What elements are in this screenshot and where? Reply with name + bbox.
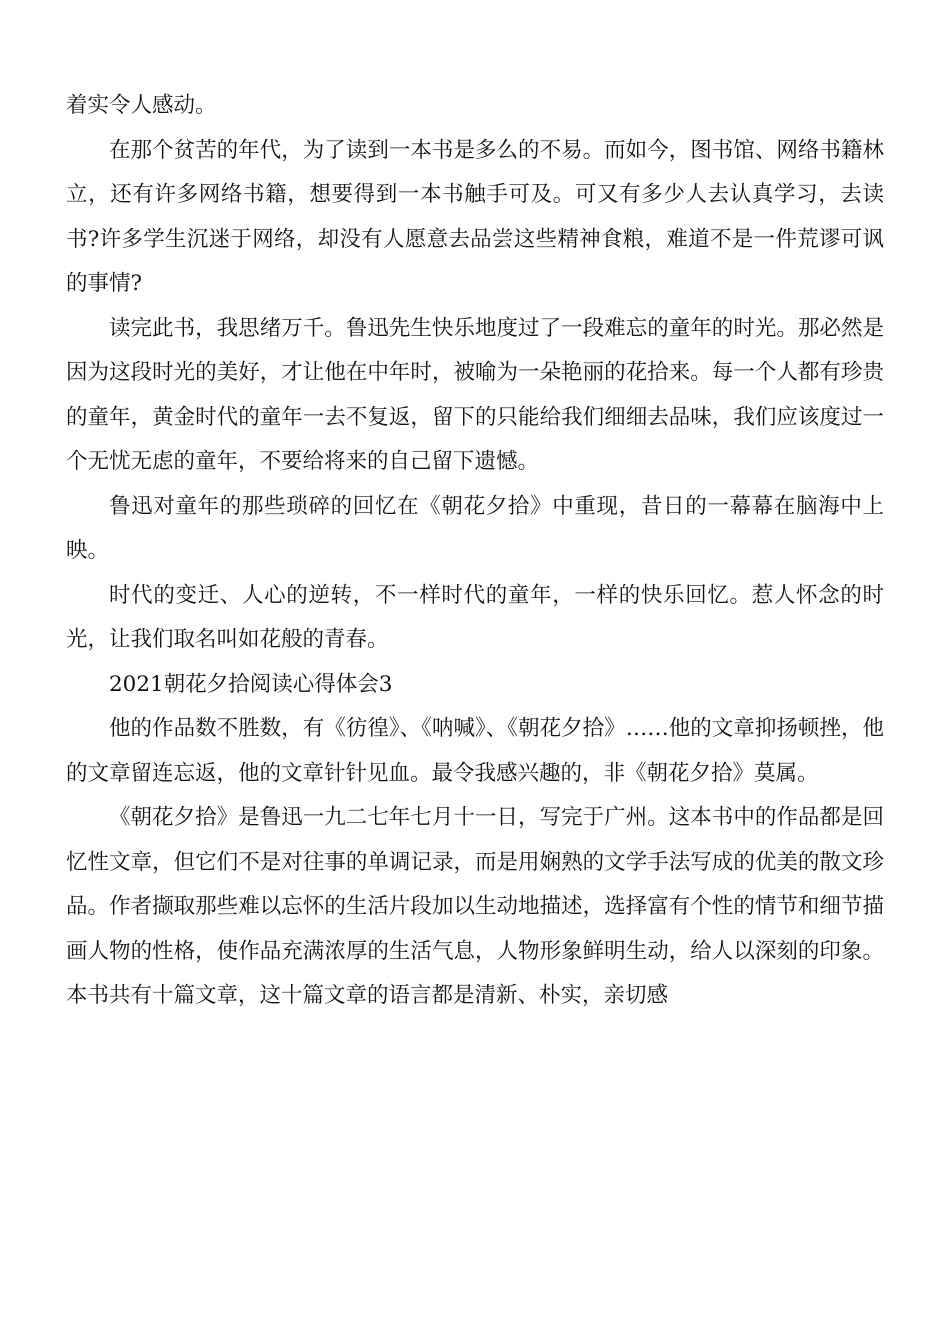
paragraph: 鲁迅对童年的那些琐碎的回忆在《朝花夕拾》中重现，昔日的一幕幕在脑海中上映。 [66, 493, 884, 563]
paragraph: 《朝花夕拾》是鲁迅一九二七年七月十一日，写完于广州。这本书中的作品都是回忆性文章，但它们不是对往事的单调记录，而是用娴熟的文学手法写成的优美的散文珍品。作者撷取那些难以忘怀的生活片段加以生动地描述，选择富有个性的情节和细节描画人物的性格，使作品充满浓厚的生活气息，人物形象鲜明生动，给人以深刻的印象。本书共有十篇文章，这十篇文章的语言都是清新、朴实，亲切感 [66, 805, 884, 1008]
paragraph: 时代的变迁、人心的逆转，不一样时代的童年，一样的快乐回忆。惹人怀念的时光，让我们取名叫如花般的青春。 [66, 582, 884, 652]
paragraph: 读完此书，我思绪万千。鲁迅先生快乐地度过了一段难忘的童年的时光。那必然是因为这段时光的美好，才让他在中年时，被喻为一朵艳丽的花拾来。每一个人都有珍贵的童年，黄金时代的童年一去不复返，留下的只能给我们细细去品味，我们应该度过一个无忧无虑的童年，不要给将来的自己留下遗憾。 [66, 315, 884, 474]
paragraph: 他的作品数不胜数，有《彷徨》、《呐喊》、《朝花夕拾》……他的文章抑扬顿挫，他的文章留连忘返，他的文章针针见血。最令我感兴趣的，非《朝花夕拾》莫属。 [66, 716, 884, 786]
document-body [66, 84, 884, 1019]
paragraph: 在那个贫苦的年代，为了读到一本书是多么的不易。而如今，图书馆、网络书籍林立，还有许多网络书籍，想要得到一本书触手可及。可又有多少人去认真学习，去读书?许多学生沉迷于网络，却没有人愿意去品尝这些精神食粮，难道不是一件荒谬可讽的事情? [66, 137, 884, 296]
section-heading: 2021朝花夕拾阅读心得体会3 [109, 671, 393, 697]
paragraph-continuation: 着实令人感动。 [66, 93, 217, 118]
